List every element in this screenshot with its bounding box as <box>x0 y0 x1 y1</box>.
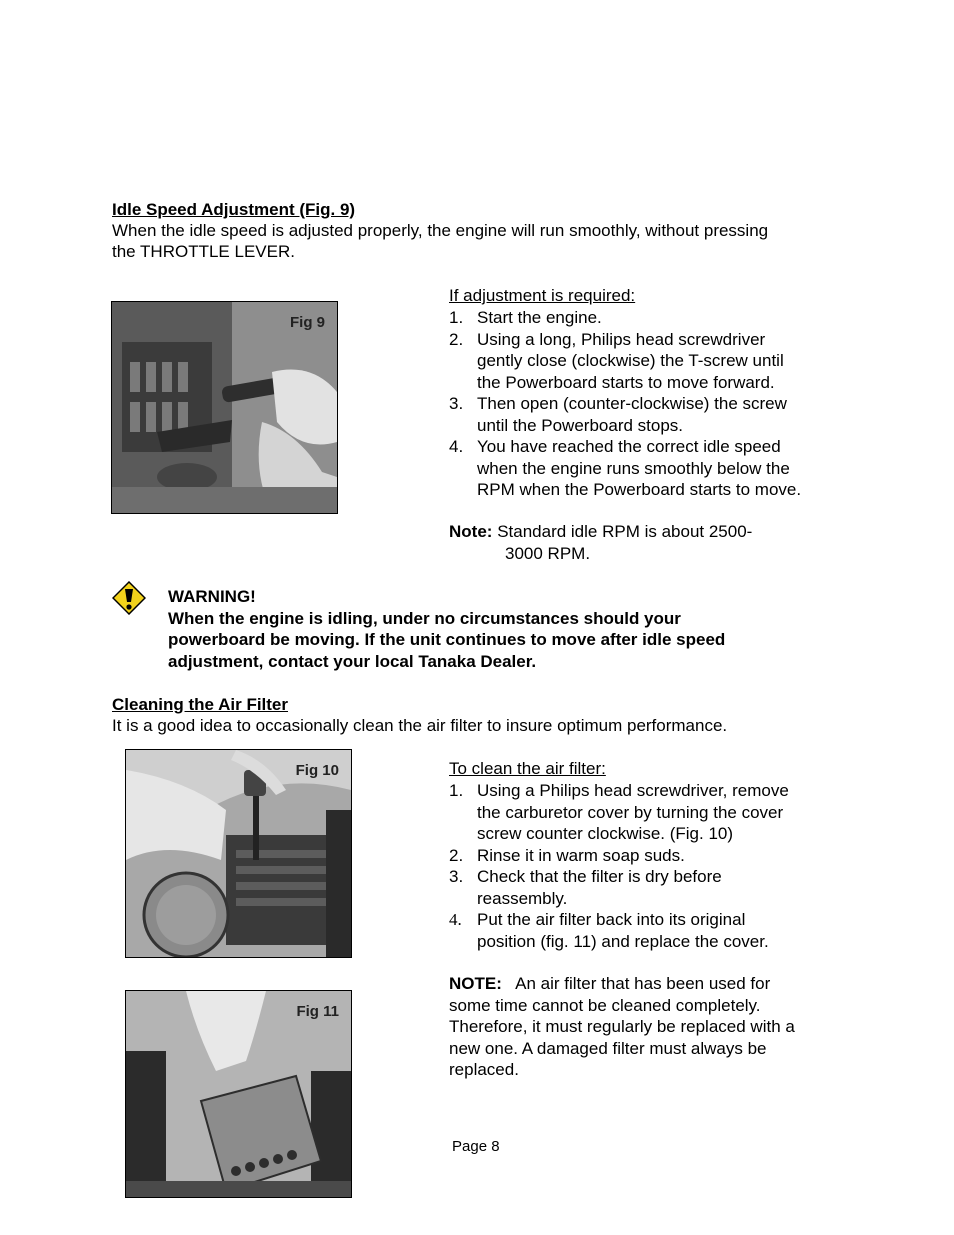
list-item <box>449 436 849 501</box>
step-text: the carburetor cover by turning the cover <box>477 802 784 822</box>
step-number: 2. <box>449 845 464 865</box>
figure-9-photo <box>111 301 338 514</box>
list-item <box>449 780 849 845</box>
engine-idle-screw-illustration <box>112 302 337 513</box>
figure-10-photo <box>125 749 352 958</box>
note-text: Standard idle RPM is about 2500- <box>497 522 753 541</box>
idle-list-title: If adjustment is required: <box>449 286 636 305</box>
step-text: Using a long, Philips head screwdriver <box>477 329 766 349</box>
step-text: gently close (clockwise) the T-screw until <box>477 351 784 370</box>
warning-diamond-icon <box>112 581 146 621</box>
step-text: Using a Philips head screwdriver, remove <box>477 781 789 800</box>
filter-heading: Cleaning the Air Filter <box>112 695 289 714</box>
step-number: 3. <box>449 394 464 413</box>
warning-line-2: powerboard be moving. If the unit continues to move after idle speed <box>168 630 726 649</box>
list-item <box>449 866 849 909</box>
figure-11-photo <box>125 990 352 1198</box>
step-text: the Powerboard starts to move forward. <box>477 372 775 392</box>
filter-note-line-2: some time cannot be cleaned completely. <box>449 996 761 1015</box>
idle-intro-line-2: the THROTTLE LEVER. <box>112 242 295 261</box>
step-text: Rinse it in warm soap suds. <box>477 845 685 865</box>
note-label: NOTE: <box>449 974 502 993</box>
filter-note-line-1 <box>449 973 770 995</box>
step-text: Check that the filter is dry before <box>477 867 722 886</box>
list-item <box>449 909 849 952</box>
idle-note-line-2: 3000 RPM. <box>505 544 591 563</box>
step-text: position (fig. 11) and replace the cover. <box>477 931 769 951</box>
step-number: 1. <box>449 308 464 327</box>
list-item <box>449 393 849 436</box>
step-number: 4. <box>449 437 464 456</box>
step-text: screw counter clockwise. (Fig. 10) <box>477 824 734 843</box>
page-number: Page 8 <box>452 1138 500 1155</box>
idle-intro-line-1: When the idle speed is adjusted properly, the engine will run smoothly, without pressing <box>112 221 769 240</box>
step-text: Start the engine. <box>477 308 602 327</box>
filter-list-title: To clean the air filter: <box>449 759 606 778</box>
step-text: RPM when the Powerboard starts to move. <box>477 480 802 499</box>
list-item <box>449 845 849 867</box>
figure-9-label: Fig 9 <box>289 314 325 331</box>
warning-title: WARNING! <box>168 587 256 606</box>
note-label: Note: <box>449 522 493 541</box>
idle-note-line-1 <box>449 521 752 543</box>
step-text: when the engine runs smoothly below the <box>477 458 790 478</box>
figure-11-label: Fig 11 <box>296 1003 339 1020</box>
step-number: 1. <box>449 781 464 800</box>
warning-line-1: When the engine is idling, under no circumstances should your <box>168 609 681 628</box>
filter-intro: It is a good idea to occasionally clean the air filter to insure optimum performance. <box>112 716 728 735</box>
filter-note-line-4: new one. A damaged filter must always be <box>449 1039 767 1058</box>
step-text: reassembly. <box>477 888 568 908</box>
idle-steps-list <box>449 307 849 501</box>
step-text: Put the air filter back into its original <box>477 910 746 929</box>
idle-heading: Idle Speed Adjustment (Fig. 9) <box>112 200 356 219</box>
step-text: You have reached the correct idle speed <box>477 437 781 456</box>
filter-note-line-5: replaced. <box>449 1060 519 1079</box>
step-number: 4. <box>449 910 462 929</box>
warning-line-3: adjustment, contact your local Tanaka Dealer. <box>168 652 537 671</box>
step-text: Then open (counter-clockwise) the screw <box>477 394 787 413</box>
list-item <box>449 307 849 329</box>
step-number: 2. <box>449 329 464 349</box>
filter-steps-list <box>449 780 849 952</box>
figure-10-label: Fig 10 <box>295 762 339 779</box>
step-text: until the Powerboard stops. <box>477 415 684 435</box>
filter-note-line-3: Therefore, it must regularly be replaced with a <box>449 1017 795 1036</box>
list-item <box>449 329 849 394</box>
step-number: 3. <box>449 867 464 886</box>
note-text: An air filter that has been used for <box>515 974 771 993</box>
